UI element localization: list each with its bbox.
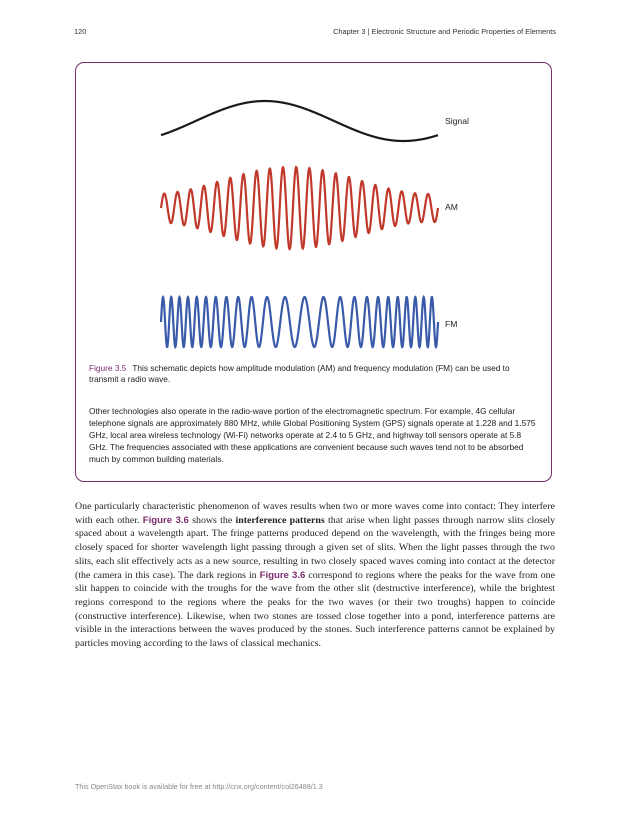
figure-link[interactable]: Figure 3.6 [142, 514, 189, 526]
signal-wave [161, 101, 438, 141]
body-paragraph [75, 500, 555, 651]
am-label: AM [445, 202, 458, 212]
figure-caption [89, 363, 537, 386]
body-text-4: correspond to regions where the peaks for the wave from one slit happen to coincide with the troughs for the wave from the other slit (destructive interference), while the brightest regions correspond to the regions where the peaks for the two waves (or their two troughs) happen to coincide (constructive interference). Likewise, when two stones are tossed close together into a pond, interference patterns are visible in the interactions between the waves produced by the stones. Such interference patterns cannot be explained by particles moving according to the laws of classical mechanics. [75, 569, 556, 650]
page-header [74, 27, 556, 39]
fm-label: FM [445, 319, 458, 329]
am-wave [161, 167, 438, 249]
page-footer: This OpenStax book is available for free at http://cnx.org/content/col26488/1.3 [75, 782, 323, 791]
caption-text: This schematic depicts how amplitude modulation (AM) and frequency modulation (FM) can be used to transmit a radio wave. [89, 363, 510, 385]
body-text-1: One particularly characteristic phenomenon of waves results when two or more waves come into contact: They interfere with each other. [75, 501, 555, 526]
figure-feature-box [75, 62, 552, 482]
signal-label: Signal [445, 116, 469, 126]
modulation-figure [76, 63, 550, 363]
key-term: interference patterns [235, 514, 325, 526]
page-number: 120 [74, 27, 87, 36]
fm-wave [161, 297, 438, 347]
chapter-title: Chapter 3 | Electronic Structure and Periodic Properties of Elements [333, 27, 556, 36]
body-text-2: shows the [192, 514, 233, 526]
feature-text: Other technologies also operate in the radio-wave portion of the electromagnetic spectrum. For example, 4G cellular telephone signals are approximately 880 MHz, while Global Positioning System (GPS) signals operate at 1.228 and 1.575 GHz, local area wireless technology (Wi-Fi) networks operate at 2.4 to 5 GHz, and highway toll sensors operate at 5.8 GHz. The frequencies associated with these applications are convenient because such waves tend not to be absorbed much by common building materials. [89, 406, 536, 465]
figure-link[interactable]: Figure 3.6 [259, 569, 306, 581]
figure-number: Figure 3.5 [89, 363, 127, 373]
body-text-3: that arise when light passes through narrow slits closely spaced about a wavelength apart. The fringe patterns produced depend on the wavelength, with the fringes being more closely spaced for shorter wavelength light passing through a given set of slits. When the light passes through the two slits, each slit effectively acts as a new source, resulting in two closely spaced waves coming into contact at the detector (the camera in this case). The dark regions in [75, 514, 556, 581]
